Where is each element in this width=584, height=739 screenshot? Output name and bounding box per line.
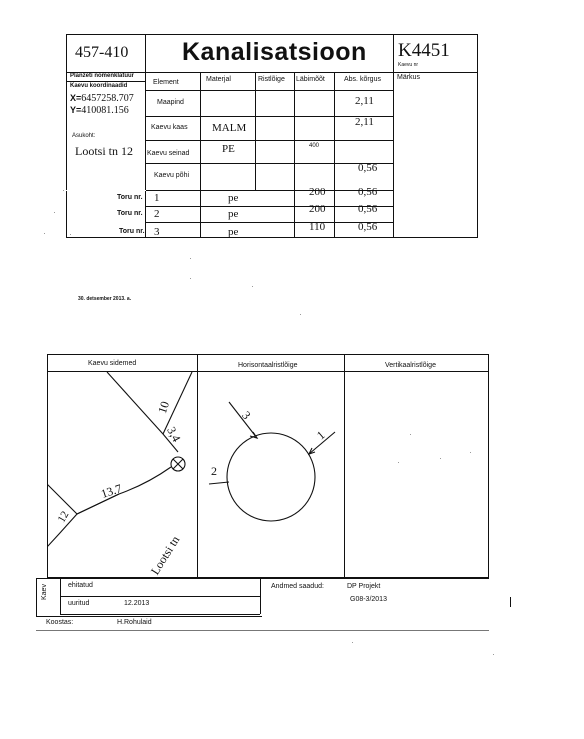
pipe-diameter: 200 — [309, 186, 326, 198]
location-value: Lootsi tn 12 — [75, 144, 134, 158]
vertical-section-area — [345, 372, 488, 577]
y-coordinate: Y=410081.156 — [70, 105, 129, 116]
coords-label: Kaevu koordinaadid — [70, 83, 128, 89]
pipe-material: pe — [228, 208, 239, 220]
row-element: Kaevu põhi — [154, 172, 190, 179]
data-received-label: Andmed saadud: — [271, 583, 324, 590]
pipe-label: Toru nr. — [117, 210, 143, 217]
horizontal-section-sketch — [197, 372, 344, 578]
pipe-height: 0,56 — [358, 203, 378, 215]
col-header-material: Materjal — [206, 76, 231, 83]
well-id: K4451 — [398, 40, 450, 61]
map-sheet-code: 457-410 — [75, 44, 129, 61]
col-header-abs-height: Abs. kõrgus — [344, 76, 381, 83]
compiler-label: Koostas: — [46, 619, 74, 626]
pipe-number-label: 2 — [211, 464, 217, 478]
row-material: PE — [222, 143, 235, 155]
card-date: 30. detsember 2013. a. — [78, 296, 132, 302]
edge-mark — [510, 597, 511, 607]
street-label: Lootsi tn — [147, 533, 183, 578]
pipe-number-label: 3 — [239, 408, 254, 423]
row-diameter: 400 — [309, 143, 320, 149]
pipe-diameter: 110 — [309, 221, 326, 233]
well-nr-label: Kaevu nr — [398, 62, 419, 68]
location-label: Asukoht: — [72, 133, 96, 139]
x-coordinate: X=6457258.707 — [70, 93, 134, 104]
horizontal-section-title: Horisontaalristlõige — [238, 362, 298, 369]
pipe-number-label: 1 — [313, 427, 328, 443]
remarks-label: Märkus — [397, 74, 420, 81]
pipe-material: pe — [228, 226, 239, 238]
data-source: DP Projekt — [347, 583, 381, 590]
compiler-name: H.Rohulaid — [117, 619, 152, 626]
distance-label: 3,4 — [164, 424, 184, 445]
page-title: Kanalisatsioon — [182, 38, 367, 66]
pipe-nr: 3 — [154, 226, 160, 238]
pipe-label: Toru nr. — [117, 194, 143, 201]
distance-label: 13.7 — [99, 481, 124, 501]
side-label: Kaev — [41, 584, 48, 600]
col-header-element: Element — [153, 79, 179, 86]
pipe-height: 0,56 — [358, 221, 378, 233]
data-reference: G08-3/2013 — [350, 596, 387, 603]
pipe-arrow-2 — [209, 482, 229, 484]
pipe-material: pe — [228, 192, 239, 204]
row-height: 2,11 — [355, 116, 374, 128]
built-label: ehitatud — [68, 582, 93, 589]
studied-date: 12.2013 — [124, 600, 150, 607]
pipe-label: Toru nr. — [119, 228, 145, 235]
vertical-section-title: Vertikaalristlõige — [385, 362, 436, 369]
row-height: 2,11 — [355, 95, 374, 107]
row-element: Kaevu kaas — [151, 124, 188, 131]
well-connections-title: Kaevu sidemed — [88, 360, 137, 367]
distance-label: 12 — [55, 509, 72, 525]
col-header-diameter: Läbimõõt — [296, 76, 325, 83]
map-sheet-label: Planzeti nomenklatuur — [70, 73, 135, 79]
col-header-cross-section: Ristlõige — [258, 76, 285, 83]
row-height: 0,56 — [358, 162, 378, 174]
pipe-diameter: 200 — [309, 203, 326, 215]
row-element: Kaevu seinad — [147, 150, 190, 157]
distance-label: 10 — [155, 399, 173, 416]
row-element: Maapind — [157, 99, 184, 106]
pipe-nr: 1 — [154, 192, 160, 204]
well-circle — [227, 433, 315, 521]
row-material: MALM — [212, 122, 247, 134]
pipe-height: 0,56 — [358, 186, 378, 198]
pipe-nr: 2 — [154, 208, 160, 220]
studied-label: uuritud — [68, 600, 90, 607]
